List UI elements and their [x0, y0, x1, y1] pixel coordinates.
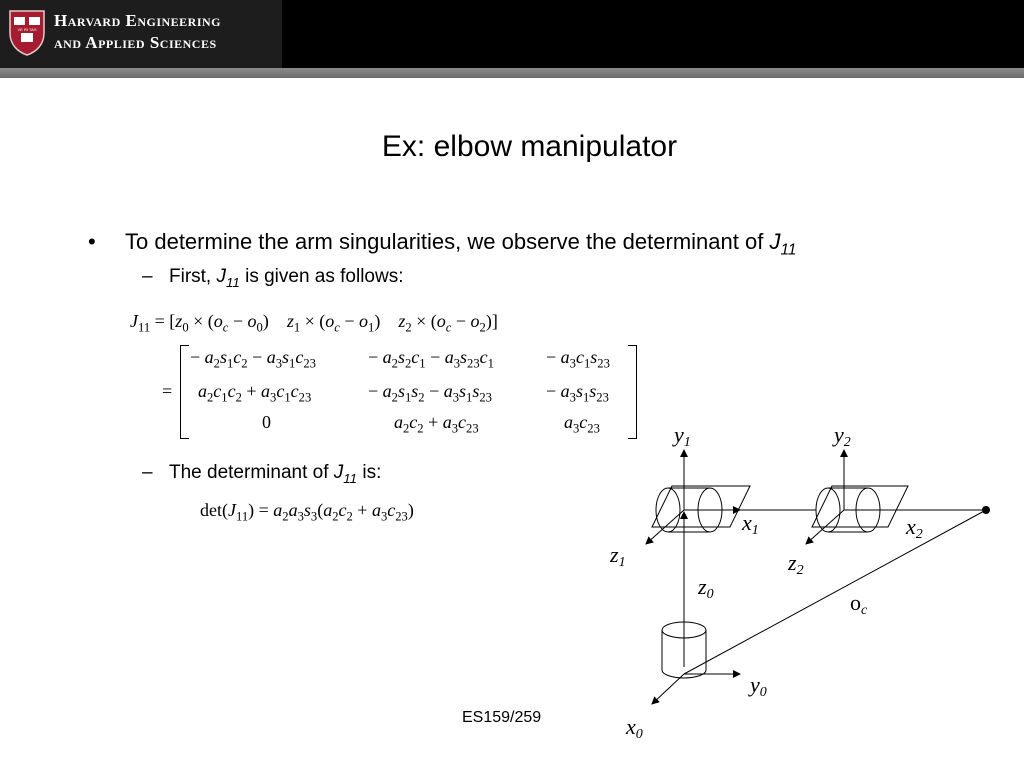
label-x1: x1 — [742, 510, 759, 538]
matrix-cell-2-1: $a_2c_1c_2 + a_3c_1c_{23}$ — [198, 381, 312, 405]
sub-bullet-2-suffix: is: — [357, 462, 382, 483]
org-line-1: Harvard Engineering — [54, 11, 222, 30]
sub-bullet-2-prefix: The determinant of — [169, 462, 334, 483]
matrix-cell-3-1: 0 — [262, 412, 271, 432]
label-x0: x0 — [626, 714, 643, 742]
org-line-2: and Applied Sciences — [54, 33, 217, 52]
equals-sign: = — [162, 381, 173, 401]
matrix-cell-3-2: $a_2c_2 + a_3c_{23}$ — [394, 412, 479, 436]
matrix-cell-1-3: − $a_3c_1s_{23}$ — [546, 347, 610, 371]
course-footer: ES159/259 — [462, 709, 542, 726]
bullet-symbol-sub: 11 — [780, 241, 797, 259]
label-x2: x2 — [906, 514, 923, 542]
header-gray-band — [0, 68, 1024, 78]
sub-bullet-1-suffix: is given as follows: — [239, 266, 404, 287]
elbow-manipulator-diagram — [590, 412, 1020, 762]
sub-bullet-1-symbol: J — [216, 266, 226, 287]
bullet-text: To determine the arm singularities, we observe the determinant of — [125, 229, 770, 254]
sub-bullet-1-symbol-sub: 11 — [226, 274, 240, 290]
label-oc: oc — [850, 590, 868, 618]
shield-text: VE RI TAS — [17, 27, 37, 32]
sub-bullet-2-text — [169, 462, 381, 486]
slide-title: Ex: elbow manipulator — [381, 130, 678, 163]
matrix-cell-1-2: − $a_2s_2c_1 - a_3s_{23}c_1$ — [368, 347, 494, 371]
sub-bullet-1-prefix: First, — [169, 266, 217, 287]
sub-bullet-1-marker: – — [142, 266, 153, 287]
matrix-cell-3-3: $a_3c_{23}$ — [564, 412, 600, 436]
bullet-symbol: J — [769, 229, 781, 254]
sub-bullet-2-symbol: J — [333, 462, 344, 483]
matrix-cell-2-2: − $a_2s_1s_2 - a_3s_1s_{23}$ — [368, 381, 492, 405]
label-z0: z0 — [698, 574, 714, 602]
label-z2: z2 — [788, 550, 804, 578]
sub-bullet-2-symbol-sub: 11 — [343, 470, 358, 486]
sub-bullet-2-marker: – — [142, 462, 153, 483]
bullet-text-wrapper — [125, 229, 796, 259]
label-y2: y2 — [834, 422, 851, 450]
matrix-cell-2-3: − $a_3s_1s_{23}$ — [546, 381, 609, 405]
label-z1: z1 — [610, 542, 626, 570]
matrix-cell-1-1: − $a_2s_1c_2 - a_3s_1c_{23}$ — [190, 347, 316, 371]
bullet-marker: • — [88, 229, 96, 254]
label-y0: y0 — [750, 672, 767, 700]
determinant-equation: $\det(J_{11}) = a_2a_3s_3(a_2c_2 + a_3c_{23})$ — [200, 500, 414, 524]
logo-block — [0, 0, 282, 68]
harvard-shield-icon — [8, 9, 46, 57]
matrix-left-bracket — [180, 345, 189, 439]
label-y1: y1 — [674, 422, 691, 450]
org-name — [54, 10, 221, 54]
sub-bullet-1-text — [169, 266, 404, 290]
jacobian-definition: $J_{11} = [z_0 \times (o_c - o_0)$ $z_1 \times (o_c - o_1)$ $z_2 \times (o_c - o_2)$] — [130, 311, 498, 335]
